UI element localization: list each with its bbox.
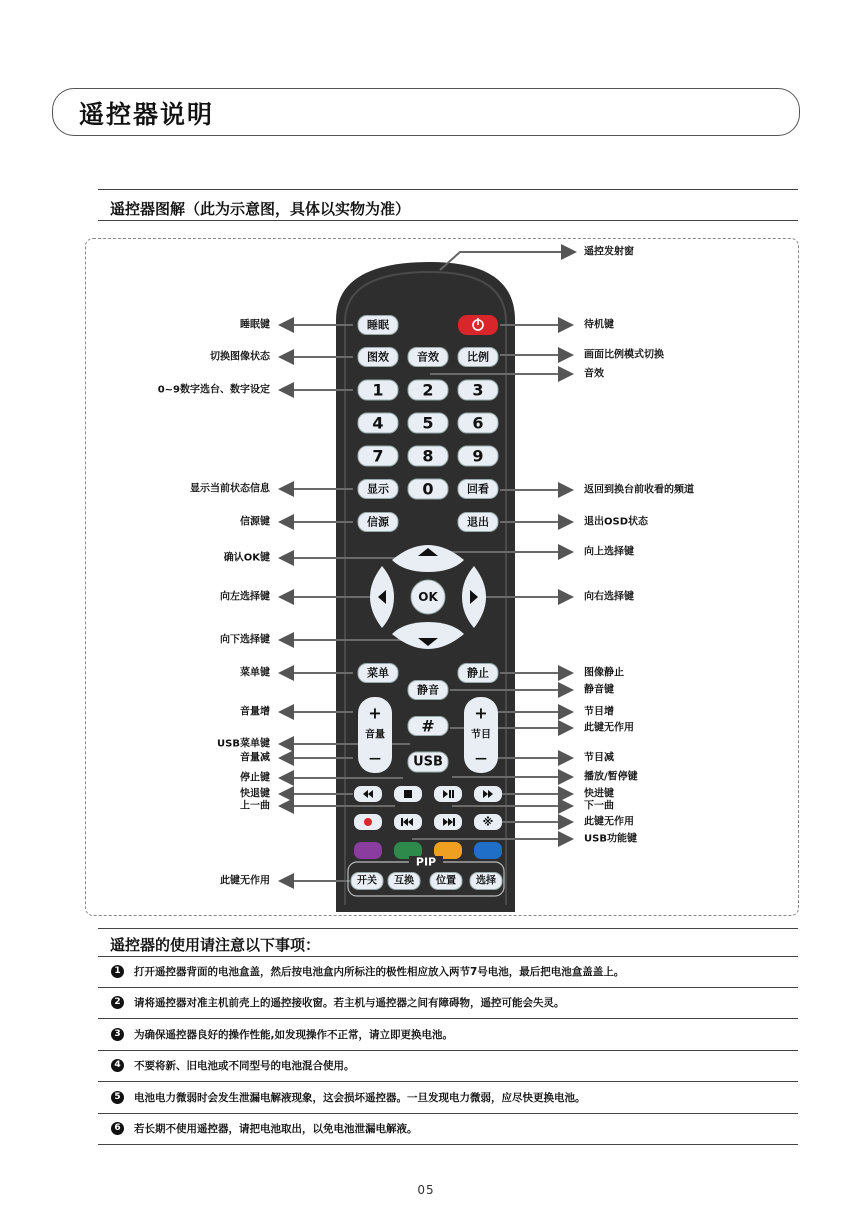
right-callout-label: 画面比例模式切换 <box>584 349 664 361</box>
source-button[interactable] <box>358 513 398 532</box>
next-track-button[interactable] <box>434 814 462 830</box>
left-callout-label: 信源键 <box>240 516 270 528</box>
note-item <box>98 1051 798 1083</box>
right-callout-label: 退出OSD状态 <box>584 516 649 528</box>
left-callout-label: 显示当前状态信息 <box>190 483 270 495</box>
svg-text:※: ※ <box>482 815 494 829</box>
previous-track-button[interactable] <box>394 814 422 830</box>
svg-text:音量: 音量 <box>365 729 385 741</box>
digit-7-button[interactable] <box>358 446 398 466</box>
note-item <box>98 1019 798 1051</box>
svg-text:+: + <box>474 703 488 723</box>
svg-text:6: 6 <box>472 413 484 433</box>
note-text: 电池电力微弱时会发生泄漏电解液现象，这会损坏遥控器。一旦发现电力微弱，应尽快更换电池。 <box>134 1091 586 1104</box>
svg-text:退出: 退出 <box>467 515 489 529</box>
aspect-ratio-button[interactable] <box>458 348 498 367</box>
note-number: 5 <box>111 1091 124 1104</box>
svg-text:开关: 开关 <box>357 875 377 887</box>
notes-list <box>98 956 798 1145</box>
svg-text:4: 4 <box>372 413 384 433</box>
left-callout-label: 睡眠键 <box>240 319 270 331</box>
menu-button[interactable] <box>358 664 398 683</box>
channel-rocker[interactable] <box>464 697 498 773</box>
right-callout-label: USB功能键 <box>584 833 637 845</box>
left-callout-label: 音量减 <box>240 752 270 764</box>
right-callout-label: 此键无作用 <box>584 816 634 828</box>
svg-text:静止: 静止 <box>467 666 489 680</box>
left-callout-label: 快退键 <box>240 788 270 800</box>
note-text: 若长期不使用遥控器，请把电池取出，以免电池泄漏电解液。 <box>134 1123 418 1136</box>
right-callout-label: 快进键 <box>584 788 614 800</box>
note-item <box>98 956 798 988</box>
play-pause-button[interactable] <box>434 786 462 802</box>
svg-text:静音: 静音 <box>417 683 439 697</box>
svg-text:8: 8 <box>422 446 434 466</box>
right-callout-label: 此键无作用 <box>584 722 634 734</box>
mute-button[interactable] <box>408 681 448 700</box>
left-callout-label: 切换图像状态 <box>210 351 270 363</box>
note-number: 2 <box>111 996 124 1009</box>
svg-text:节目: 节目 <box>471 729 491 741</box>
left-callout-label: 0~9数字选台、数字设定 <box>157 384 270 396</box>
picture-mode-button[interactable] <box>358 348 398 367</box>
svg-text:回看: 回看 <box>467 482 489 496</box>
page-title: 遥控器说明 <box>79 100 215 129</box>
right-callout-label: 播放/暂停键 <box>584 771 638 783</box>
hash-button[interactable] <box>408 717 448 736</box>
digit-6-button[interactable] <box>458 413 498 433</box>
right-callout-label: 节目减 <box>584 752 614 764</box>
left-callout-label: 向左选择键 <box>220 591 270 603</box>
purple-key[interactable] <box>354 842 382 859</box>
svg-text:—: — <box>369 751 381 765</box>
digit-2-button[interactable] <box>408 380 448 400</box>
svg-text:互换: 互换 <box>394 875 414 887</box>
page-number: 05 <box>417 1183 435 1197</box>
record-button[interactable] <box>354 814 382 830</box>
svg-text:音效: 音效 <box>417 350 439 364</box>
svg-text:3: 3 <box>472 380 484 400</box>
digit-4-button[interactable] <box>358 413 398 433</box>
svg-text:OK: OK <box>418 590 438 604</box>
exit-button[interactable] <box>458 513 498 532</box>
svg-text:9: 9 <box>472 446 484 466</box>
right-callout-label: 向右选择键 <box>584 591 634 603</box>
left-callout-label: USB菜单键 <box>217 738 270 750</box>
svg-text:显示: 显示 <box>367 482 389 496</box>
note-item <box>98 1114 798 1146</box>
digit-1-button[interactable] <box>358 380 398 400</box>
cancel-button[interactable] <box>474 814 502 830</box>
note-number: 4 <box>111 1059 124 1072</box>
digit-5-button[interactable] <box>408 413 448 433</box>
sound-effect-button[interactable] <box>408 348 448 367</box>
digit-8-button[interactable] <box>408 446 448 466</box>
svg-text:图效: 图效 <box>367 350 389 364</box>
pip-0-button[interactable] <box>351 873 383 890</box>
sleep-button[interactable] <box>358 316 398 335</box>
svg-text:#: # <box>421 716 435 736</box>
digit-0-button[interactable] <box>408 479 448 499</box>
note-text: 不要将新、旧电池或不同型号的电池混合使用。 <box>134 1060 355 1073</box>
svg-text:菜单: 菜单 <box>367 666 389 680</box>
svg-text:睡眠: 睡眠 <box>367 318 389 332</box>
power-button[interactable] <box>458 315 498 335</box>
pip-3-button[interactable] <box>470 873 502 890</box>
note-text: 为确保遥控器良好的操作性能,如发现操作不正常，请立即更换电池。 <box>134 1028 453 1041</box>
digit-9-button[interactable] <box>458 446 498 466</box>
svg-text:信源: 信源 <box>367 515 389 529</box>
svg-text:2: 2 <box>422 380 434 400</box>
right-callout-label: 向上选择键 <box>584 546 634 558</box>
left-callout-label: 菜单键 <box>240 667 270 679</box>
svg-text:7: 7 <box>372 446 384 466</box>
right-callout-label: 下一曲 <box>584 800 614 812</box>
stop-button[interactable] <box>394 786 422 802</box>
right-callout-label: 待机键 <box>584 319 614 331</box>
svg-text:—: — <box>475 751 487 765</box>
left-callout-label: 上一曲 <box>240 800 270 812</box>
svg-text:比例: 比例 <box>467 350 489 364</box>
display-button[interactable] <box>358 480 398 499</box>
left-callout-label: 停止键 <box>240 772 270 784</box>
usb-button[interactable] <box>408 752 448 772</box>
note-text: 请将遥控器对准主机前壳上的遥控接收窗。若主机与遥控器之间有障碍物，遥控可能会失灵。 <box>134 997 565 1010</box>
ok-button[interactable] <box>411 580 445 614</box>
right-callout-label: 节目增 <box>584 706 614 718</box>
note-text: 打开遥控器背面的电池盒盖，然后按电池盒内所标注的极性相应放入两节7号电池，最后把电池盒盖盖上。 <box>134 965 625 978</box>
svg-text:+: + <box>368 703 382 723</box>
note-item <box>98 1082 798 1114</box>
pip-1-button[interactable] <box>388 873 420 890</box>
right-callout-label: 音效 <box>584 368 604 380</box>
svg-text:USB: USB <box>413 754 443 770</box>
right-callout-label: 遥控发射窗 <box>584 246 634 258</box>
freeze-button[interactable] <box>458 664 498 683</box>
rewind-button[interactable] <box>354 786 382 802</box>
volume-rocker[interactable] <box>358 697 392 773</box>
right-callout-label: 静音键 <box>584 684 614 696</box>
divider <box>98 928 798 929</box>
svg-text:PIP: PIP <box>415 855 437 869</box>
note-number: 3 <box>111 1028 124 1041</box>
notes-title: 遥控器的使用请注意以下事项： <box>110 936 321 954</box>
right-callout-label: 图像静止 <box>584 667 624 679</box>
note-number: 1 <box>111 965 124 978</box>
left-callout-label: 确认OK键 <box>223 552 270 564</box>
svg-text:0: 0 <box>422 479 434 499</box>
svg-text:1: 1 <box>372 380 384 400</box>
svg-text:位置: 位置 <box>436 875 456 887</box>
svg-text:5: 5 <box>422 413 434 433</box>
digit-3-button[interactable] <box>458 380 498 400</box>
right-callout-label: 返回到换台前收看的频道 <box>584 484 694 496</box>
left-callout-label: 此键无作用 <box>220 875 270 887</box>
recall-button[interactable] <box>458 480 498 499</box>
note-number: 6 <box>111 1122 124 1135</box>
blue-key[interactable] <box>474 842 502 859</box>
svg-text:选择: 选择 <box>476 875 496 887</box>
pip-2-button[interactable] <box>430 873 462 890</box>
fast-forward-button[interactable] <box>474 786 502 802</box>
left-callout-label: 音量增 <box>240 706 270 718</box>
note-item <box>98 988 798 1020</box>
left-callout-label: 向下选择键 <box>220 634 270 646</box>
diagram-title: 遥控器图解（此为示意图，具体以实物为准） <box>110 200 411 218</box>
